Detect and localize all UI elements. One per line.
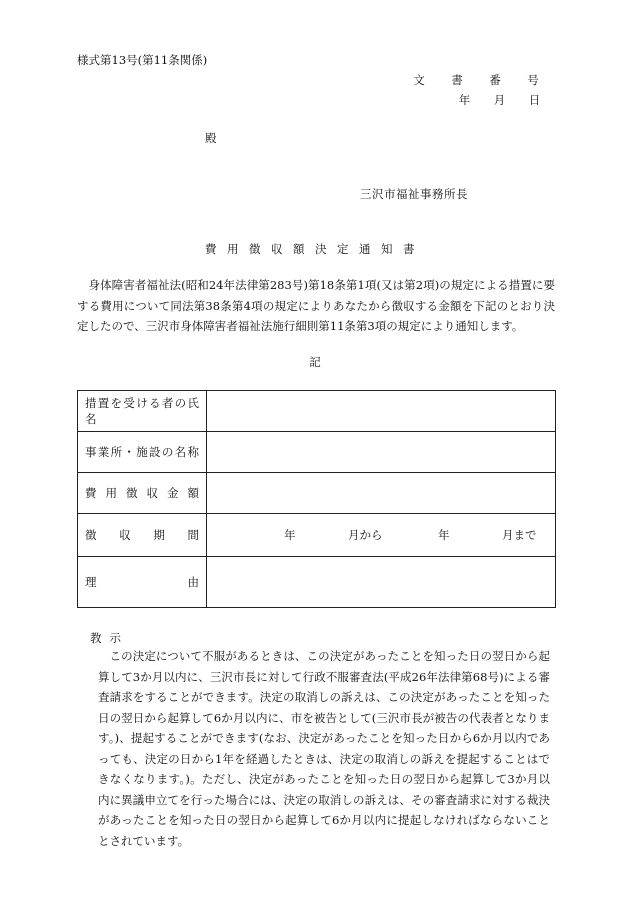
body-paragraph: 身体障害者福祉法(昭和24年法律第283号)第18条第1項(又は第2項)の規定による措置に要する費用について同法第38条第4項の規定によりあなたから徴収する金額を下記のとおり決定したので、三沢市身体障害者福祉法施行細則第11条第3項の規定により通知します。 bbox=[77, 278, 555, 333]
doc-number-char: 番 bbox=[489, 73, 501, 87]
form-number: 様式第13号(第11条関係) bbox=[77, 53, 208, 67]
row-label-amount: 費用徴収金額 bbox=[78, 473, 207, 514]
sender-name: 三沢市福祉事務所長 bbox=[360, 187, 468, 201]
table-row bbox=[78, 514, 556, 557]
notice-paragraph: この決定について不服があるときは、この決定があったことを知った日の翌日から起算して3か月以内に、三沢市長に対して行政不服審査法(平成26年法律第68号)による審査請求をすることができます。決定の取消しの訴えは、この決定があったことを知った日の翌日から起算して6か月以内に、市を被告として(三沢市長が被告の代表者となります。)、提起することができます(なお、決定があったことを知った日から6か月以内であっても、決定の日から1年を経過したときは、決定の取消しの訴えを提起することはできなくなります。)。ただし、決定があったことを知った日の翌日から起算して3か月以内に異議申立てを行った場合には、決定の取消しの訴えは、その審査請求に対する裁決があったことを知った日の翌日から起算して6か月以内に提起しなければならないこととされています。 bbox=[98, 649, 550, 848]
document-date-label bbox=[447, 92, 552, 108]
period-year-start: 年 bbox=[284, 528, 296, 542]
details-table bbox=[77, 390, 556, 608]
row-value-period[interactable] bbox=[207, 514, 556, 557]
row-value-facility-name[interactable] bbox=[207, 432, 556, 473]
table-row bbox=[78, 391, 556, 432]
document-title: 費用徴収額決定通知書 bbox=[205, 242, 425, 256]
doc-number-char: 文 bbox=[413, 73, 425, 87]
row-label-reason: 理由 bbox=[78, 557, 207, 608]
date-day: 日 bbox=[528, 93, 541, 107]
table-row bbox=[78, 432, 556, 473]
notice-heading: 教示 bbox=[90, 631, 129, 645]
row-label-facility-name: 事業所・施設の名称 bbox=[78, 432, 207, 473]
addressee-suffix: 殿 bbox=[205, 131, 217, 145]
period-fields bbox=[207, 514, 555, 556]
row-value-amount[interactable] bbox=[207, 473, 556, 514]
period-month-from: 月から bbox=[348, 528, 383, 542]
date-year: 年 bbox=[458, 93, 471, 107]
row-value-person-name[interactable] bbox=[207, 391, 556, 432]
document-number-label bbox=[400, 72, 552, 88]
row-label-period: 徴収期間 bbox=[78, 514, 207, 557]
period-year-end: 年 bbox=[438, 528, 450, 542]
period-month-until: 月まで bbox=[502, 528, 537, 542]
table-row bbox=[78, 473, 556, 514]
row-value-reason[interactable] bbox=[207, 557, 556, 608]
row-label-person-name: 措置を受ける者の氏名 bbox=[78, 391, 207, 432]
ki-heading: 記 bbox=[309, 355, 321, 369]
doc-number-char: 号 bbox=[527, 73, 539, 87]
doc-number-char: 書 bbox=[451, 73, 463, 87]
date-month: 月 bbox=[493, 93, 506, 107]
table-row bbox=[78, 557, 556, 608]
